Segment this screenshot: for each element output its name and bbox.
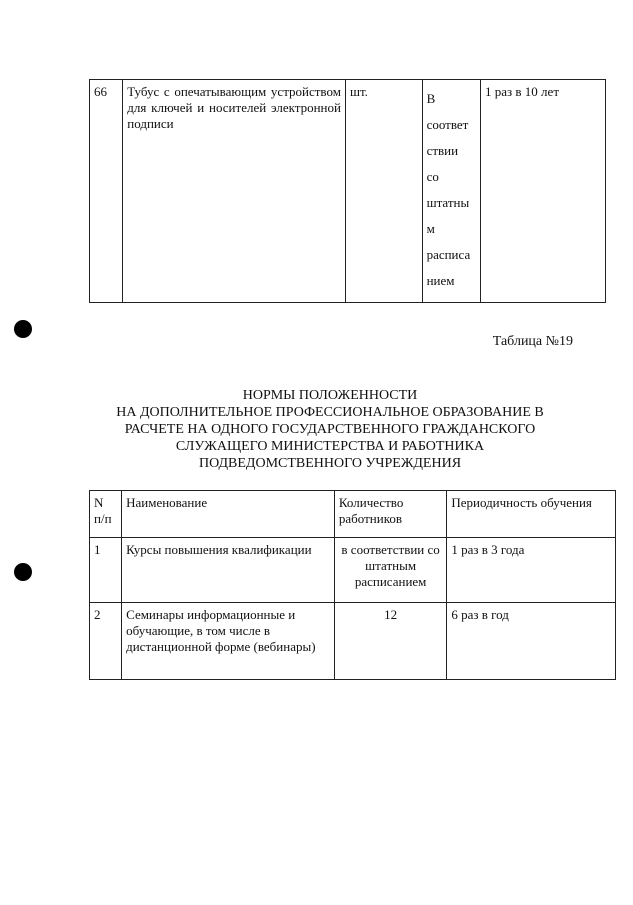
quantity-line: со — [426, 169, 439, 184]
header-name: Наименование — [122, 491, 335, 538]
quantity-line: расписа — [426, 247, 471, 262]
table-row — [90, 538, 616, 603]
section-title — [90, 387, 570, 472]
item-name: Тубус с опечатывающим устройством для ключей и носителей электронной подписи — [123, 80, 346, 303]
title-line: НА ДОПОЛНИТЕЛЬНОЕ ПРОФЕССИОНАЛЬНОЕ ОБРАЗОВАНИЕ В — [116, 405, 544, 420]
table-education-norms — [89, 490, 616, 680]
quantity-line: В — [426, 91, 436, 106]
row-number: 2 — [90, 603, 122, 680]
title-line: ПОДВЕДОМСТВЕННОГО УЧРЕЖДЕНИЯ — [198, 456, 462, 471]
table-header-row — [90, 491, 616, 538]
row-period: 1 раз в 3 года — [447, 538, 616, 603]
row-period: 6 раз в год — [447, 603, 616, 680]
quantity-line: соответ — [426, 117, 469, 132]
quantity-line: нием — [426, 273, 455, 288]
table-row — [90, 603, 616, 680]
header-number: N п/п — [90, 491, 122, 538]
row-name: Семинары информационные и обучающие, в том числе в дистанционной форме (вебинары) — [122, 603, 335, 680]
punch-hole-bottom — [14, 563, 32, 581]
usage-period: 1 раз в 10 лет — [481, 80, 606, 303]
title-line: НОРМЫ ПОЛОЖЕННОСТИ — [242, 388, 418, 403]
header-quantity: Количество работников — [334, 491, 446, 538]
unit-of-measure: шт. — [345, 80, 422, 303]
quantity-line: штатны — [426, 195, 470, 210]
table-label: Таблица №19 — [492, 334, 573, 349]
table-row — [90, 80, 606, 303]
quantity-line: м — [426, 221, 435, 236]
quantity-line: ствии — [426, 143, 459, 158]
quantity — [422, 80, 480, 303]
title-line: СЛУЖАЩЕГО МИНИСТЕРСТВА И РАБОТНИКА — [175, 439, 485, 454]
punch-hole-top — [14, 320, 32, 338]
header-period: Периодичность обучения — [447, 491, 616, 538]
row-quantity: 12 — [334, 603, 446, 680]
title-line: РАСЧЕТЕ НА ОДНОГО ГОСУДАРСТВЕННОГО ГРАЖДАНСКОГО — [124, 422, 536, 437]
row-name: Курсы повышения квалификации — [122, 538, 335, 603]
row-number: 1 — [90, 538, 122, 603]
row-quantity: в соответствии со штатным расписанием — [334, 538, 446, 603]
row-number: 66 — [90, 80, 123, 303]
table-norms-continuation — [89, 79, 606, 303]
